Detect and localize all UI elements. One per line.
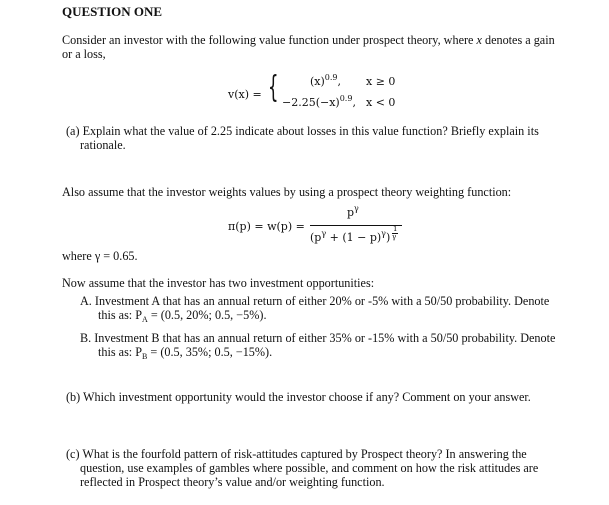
fraction-bar	[310, 225, 402, 226]
assume-weights-text: Also assume that the investor weights values by using a prospect theory weighting function:	[62, 185, 512, 199]
investment-b-line-1: B. Investment B that has an annual return of either 35% or -15% with a 50/50 probability. Denote	[80, 331, 556, 345]
outer-exponent-den: γ	[392, 233, 397, 241]
investment-a-line-1: A. Investment A that has an annual return of either 20% or -5% with a 50/50 probability. Denote	[80, 294, 550, 308]
outer-exponent-num: 1	[393, 225, 398, 233]
case-1-condition: x ≥ 0	[366, 75, 396, 88]
investment-intro: Now assume that the investor has two investment opportunities:	[62, 276, 375, 290]
value-function-lhs: v(x) =	[228, 88, 262, 101]
weighting-numerator: $p^\gamma$	[347, 204, 359, 219]
case-2-expression: $-2.25(-x)^{0.9}$,	[282, 94, 356, 109]
part-c-line-1: (c) What is the fourfold pattern of risk-attitudes captured by Prospect theory? In answering the	[66, 447, 527, 461]
part-a-line-1: (a) Explain what the value of 2.25 indicate about losses in this value function? Briefly explain its	[66, 124, 539, 138]
gamma-line: where γ = 0.65.	[62, 249, 138, 263]
case-1-expression: $(x)^{0.9}$,	[310, 73, 342, 88]
part-b-text: (b) Which investment opportunity would the investor choose if any? Comment on your answer.	[66, 390, 531, 404]
weighting-denominator: $(p^\gamma + (1 - p)^\gamma)$	[310, 229, 391, 244]
weighting-function-lhs: π(p) = w(p) =	[228, 220, 305, 233]
intro-line-2: or a loss,	[62, 47, 106, 61]
part-a-line-2: rationale.	[80, 138, 126, 152]
investment-a-line-2: this as: $P_A = (0.5$, 20%; 0.5, −5%).	[98, 308, 267, 324]
part-c-line-3: reflected in Prospect theory’s value and/or weighting function.	[80, 475, 385, 489]
investment-b-line-2: this as: $P_B = (0.5$, 35%; 0.5, −15%).	[98, 345, 273, 361]
case-2-condition: x < 0	[366, 96, 396, 109]
question-heading: QUESTION ONE	[62, 4, 163, 19]
left-brace: {	[268, 70, 279, 105]
part-c-line-2: question, use examples of gambles where possible, and comment on how the risk attitudes are	[80, 461, 539, 475]
intro-line-1: Consider an investor with the following value function under prospect theory, where x denotes a gain	[62, 33, 555, 47]
